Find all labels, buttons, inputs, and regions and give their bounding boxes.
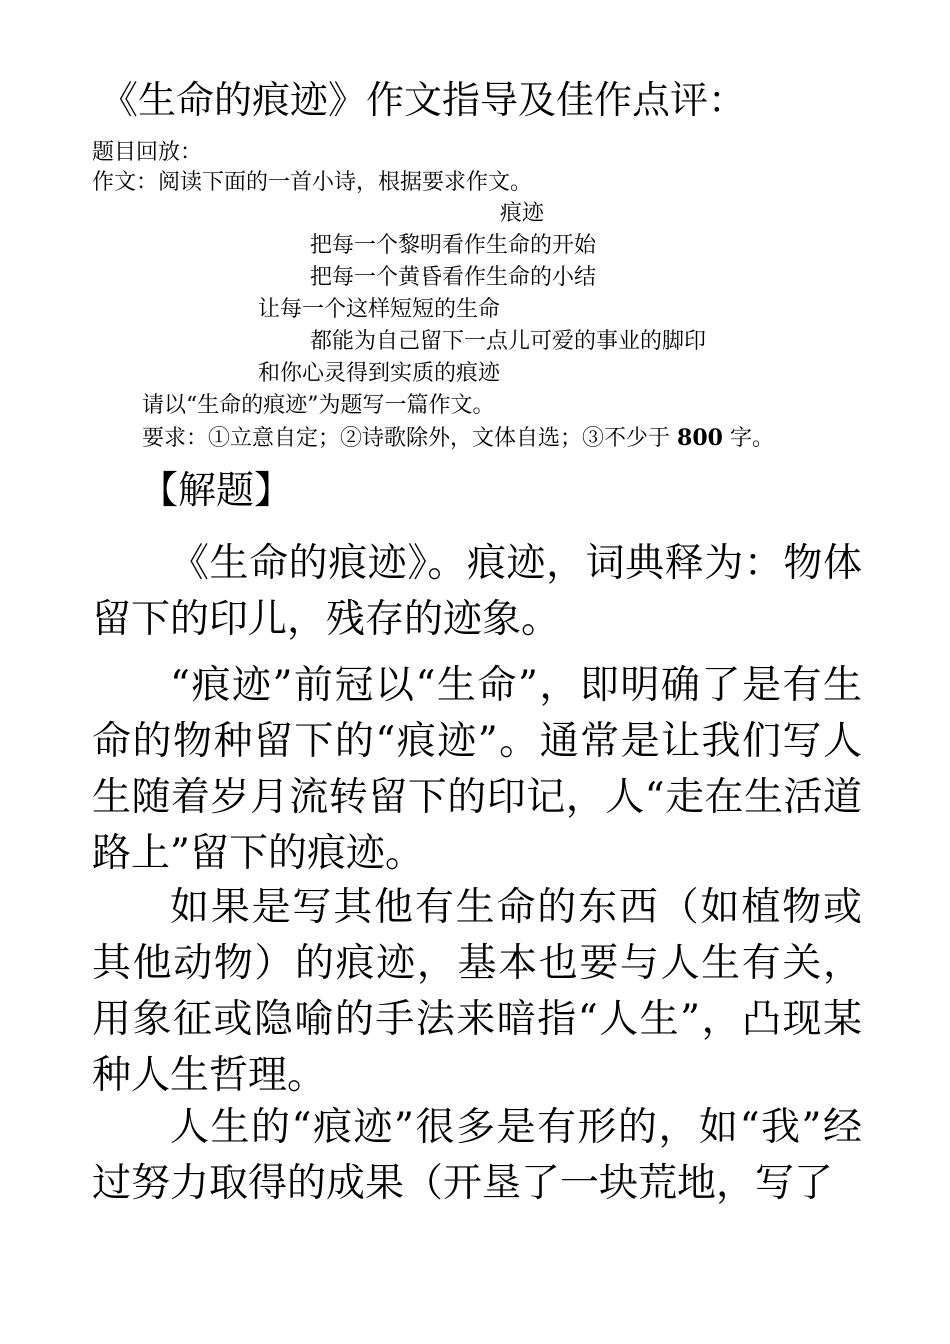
poem-line: 把每一个黄昏看作生命的小结: [310, 265, 597, 290]
paragraph: 《生命的痕迹》。痕迹，词典释为：物体留下的印儿，残存的迹象。: [92, 541, 862, 642]
paragraph: “痕迹”前冠以“生命”，即明确了是有生命的物种留下的“痕迹”。通常是让我们写人生随着岁月流转留下的印记，人“走在生活道路上”留下的痕迹。: [92, 663, 862, 876]
paragraph: 人生的“痕迹”很多是有形的，如“我”经过努力取得的成果（开垦了一块荒地，写了: [92, 1105, 862, 1206]
section-heading: 【解题】: [140, 468, 293, 512]
prompt-intro: 题目回放：: [92, 140, 203, 165]
instruction: 请以“生命的痕迹”为题写一篇作文。: [142, 393, 495, 418]
document-title: 《生命的痕迹》作文指导及佳作点评：: [100, 78, 747, 122]
requirements: [142, 423, 774, 454]
requirements-number: 800: [677, 425, 723, 451]
poem-line: 都能为自己留下一点儿可爱的事业的脚印: [310, 329, 707, 354]
requirements-suffix: 字。: [729, 426, 774, 451]
paragraph: 如果是写其他有生命的东西（如植物或其他动物）的痕迹，基本也要与人生有关，用象征或隐喻的手法来暗指“人生”，凸现某种人生哲理。: [92, 885, 862, 1098]
poem-line: 把每一个黎明看作生命的开始: [310, 233, 597, 258]
poem-line: 和你心灵得到实质的痕迹: [258, 361, 501, 386]
poem-line: 让每一个这样短短的生命: [258, 297, 501, 322]
poem-title: 痕迹: [500, 201, 545, 226]
requirements-prefix: 要求：①立意自定；②诗歌除外，文体自选；③不少于: [142, 426, 671, 451]
prompt-task: 作文：阅读下面的一首小诗，根据要求作文。: [92, 170, 533, 195]
